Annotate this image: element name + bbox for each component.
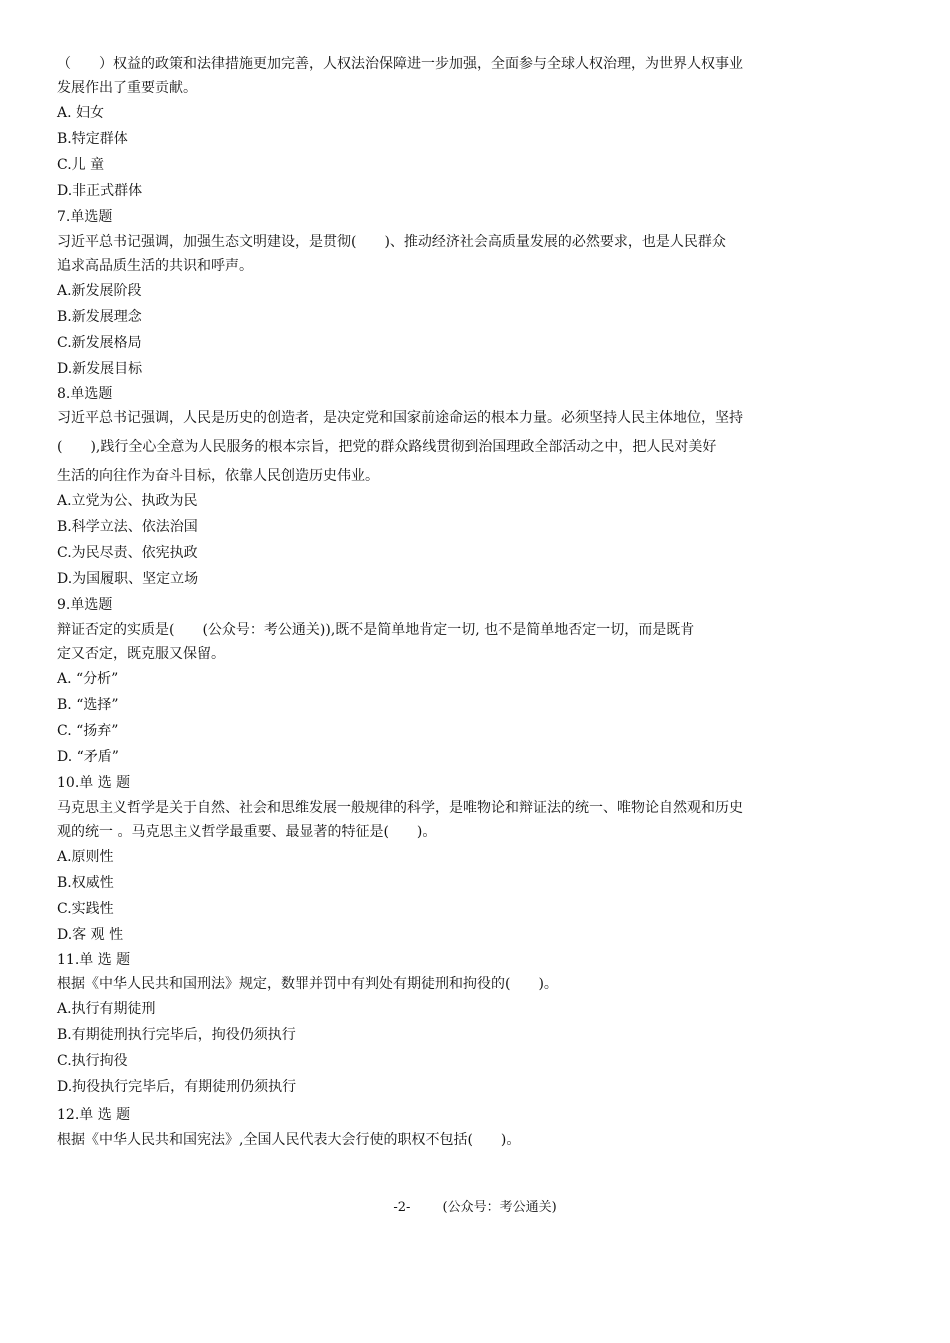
option-b: B.权威性	[57, 875, 114, 891]
option-b: B.有期徒刑执行完毕后，拘役仍须执行	[57, 1027, 296, 1043]
option-c: C.执行拘役	[57, 1053, 128, 1069]
question-9	[57, 592, 887, 770]
question-10	[57, 770, 887, 948]
option-d: D.拘役执行完毕后，有期徒刑仍须执行	[57, 1079, 297, 1095]
footer-source: (公众号：考公通关)	[442, 1200, 557, 1215]
question-12	[57, 1102, 887, 1152]
question-stem: 习近平总书记强调，人民是历史的创造者，是决定党和国家前途命运的根本力量。必须坚持人民主体地位，坚持	[57, 410, 743, 426]
question-stem: 追求高品质生活的共识和呼声。	[57, 258, 253, 274]
option-c: C.为民尽责、依宪执政	[57, 545, 198, 561]
question-stem: 观的统一 。马克思主义哲学最重要、最显著的特征是( )。	[57, 824, 437, 840]
option-a: A. “分析”	[57, 671, 119, 687]
option-a: A.执行有期徒刑	[57, 1001, 156, 1017]
option-b: B. “选择”	[57, 697, 119, 713]
option-c: C.新发展格局	[57, 335, 142, 351]
page-footer	[0, 1198, 950, 1218]
option-d: D.新发展目标	[57, 361, 143, 377]
option-c: C.儿 童	[57, 157, 105, 173]
question-stem: 发展作出了重要贡献。	[57, 80, 197, 96]
question-stem: 马克思主义哲学是关于自然、社会和思维发展一般规律的科学，是唯物论和辩证法的统一、唯物论自然观和历史	[57, 800, 743, 816]
question-stem: 根据《中华人民共和国宪法》,全国人民代表大会行使的职权不包括( )。	[57, 1132, 521, 1148]
option-d: D.为国履职、坚定立场	[57, 571, 199, 587]
question-label: 11.单 选 题	[57, 952, 131, 968]
question-label: 10.单 选 题	[57, 775, 131, 791]
option-b: B.科学立法、依法治国	[57, 519, 198, 535]
question-stem: 根据《中华人民共和国刑法》规定，数罪并罚中有判处有期徒刑和拘役的( )。	[57, 976, 558, 992]
question-label: 7.单选题	[57, 209, 113, 225]
question-6	[57, 52, 887, 204]
option-a: A.原则性	[57, 849, 114, 865]
question-label: 9.单选题	[57, 597, 113, 613]
option-a: A.新发展阶段	[57, 283, 142, 299]
question-stem: ( ),践行全心全意为人民服务的根本宗旨，把党的群众路线贯彻到治国理政全部活动之中，把人民对美好	[57, 439, 717, 455]
question-label: 12.单 选 题	[57, 1107, 131, 1123]
option-c: C. “扬弃”	[57, 723, 119, 739]
option-a: A.立党为公、执政为民	[57, 493, 198, 509]
option-d: D. “矛盾”	[57, 749, 119, 765]
question-11	[57, 948, 887, 1100]
option-d: D.客 观 性	[57, 927, 124, 943]
exam-page	[57, 52, 887, 1152]
question-7	[57, 204, 887, 382]
page-number: -2-	[393, 1200, 411, 1215]
option-d: D.非正式群体	[57, 183, 143, 199]
question-stem: （ ）权益的政策和法律措施更加完善，人权法治保障进一步加强，全面参与全球人权治理，为世界人权事业	[57, 56, 743, 72]
question-stem: 习近平总书记强调，加强生态文明建设，是贯彻( )、推动经济社会高质量发展的必然要求，也是人民群众	[57, 234, 726, 250]
question-stem: 生活的向往作为奋斗目标，依靠人民创造历史伟业。	[57, 468, 379, 484]
question-label: 8.单选题	[57, 386, 113, 402]
option-b: B.新发展理念	[57, 309, 142, 325]
question-stem: 辩证否定的实质是( (公众号：考公通关)),既不是简单地肯定一切, 也不是简单地否定一切，而是既肯	[57, 622, 695, 638]
question-8	[57, 382, 887, 592]
option-c: C.实践性	[57, 901, 114, 917]
question-stem: 定又否定，既克服又保留。	[57, 646, 225, 662]
option-b: B.特定群体	[57, 131, 128, 147]
option-a: A. 妇女	[57, 105, 105, 121]
